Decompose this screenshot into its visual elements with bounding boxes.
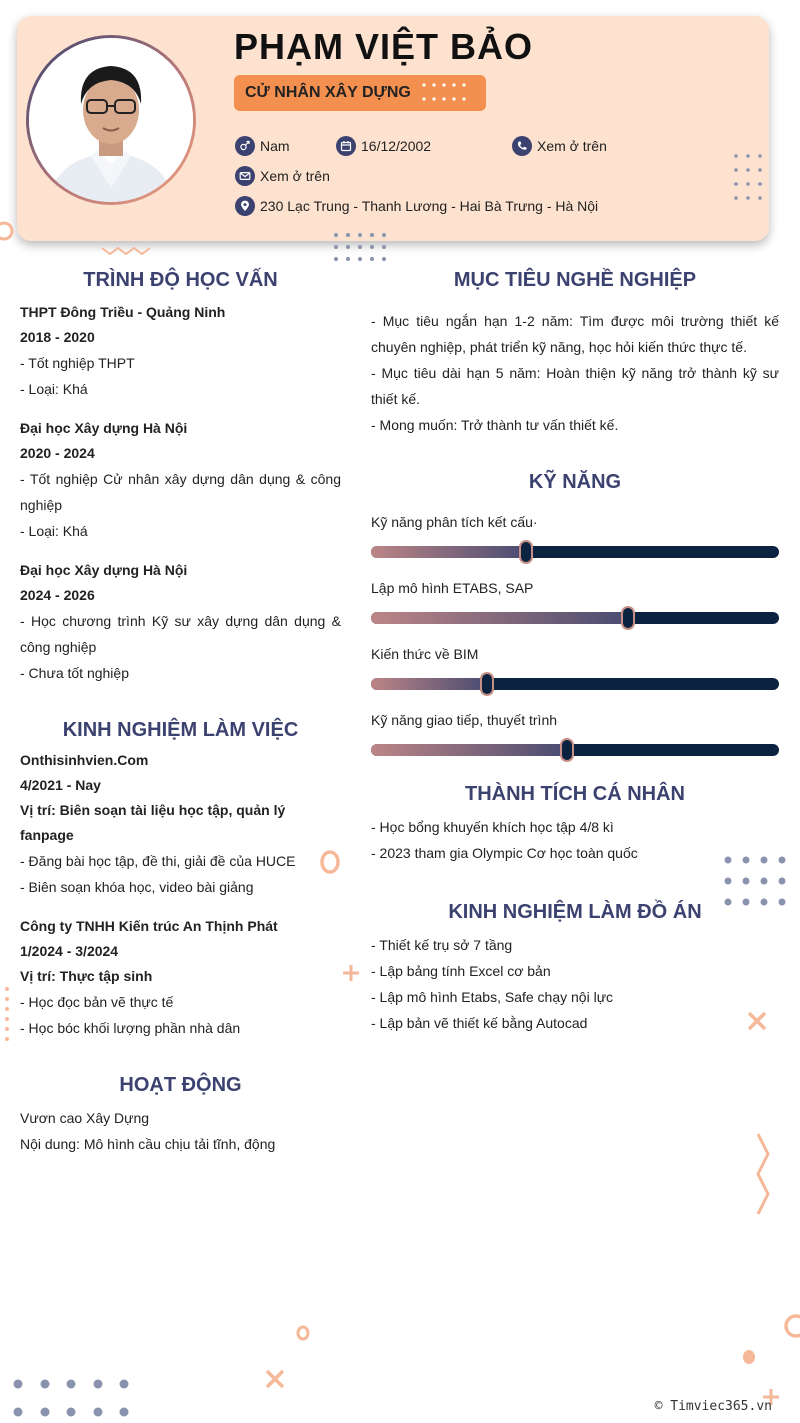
- skill-bar: [371, 744, 779, 756]
- location-pin-icon: [235, 196, 255, 216]
- experience-entry: [20, 914, 341, 1041]
- dots-decoration: [0, 985, 14, 1049]
- school-name: THPT Đông Triều - Quảng Ninh: [20, 304, 226, 320]
- experience-entry: [20, 748, 341, 900]
- skills-list: [371, 512, 779, 756]
- email-value: Xem ở trên: [260, 168, 330, 184]
- skill-item: [371, 710, 779, 756]
- objective-paragraph: - Mục tiêu dài hạn 5 năm: Hoàn thiện kỹ năng trở thành kỹ sư thiết kế.: [371, 365, 779, 407]
- education-entry: [20, 558, 341, 686]
- achievements-title: THÀNH TÍCH CÁ NHÂN: [465, 783, 685, 805]
- skill-level-fill: [371, 546, 526, 558]
- work-period: 4/2021 - Nay: [20, 777, 101, 793]
- skill-label: Kỹ năng giao tiếp, thuyết trình: [371, 712, 558, 728]
- ring-decoration: [292, 1322, 314, 1344]
- skill-label: Lập mô hình ETABS, SAP: [371, 580, 534, 596]
- skill-label: Kiến thức về BIM: [371, 646, 479, 662]
- skill-level-knob: [480, 672, 494, 696]
- education-title: TRÌNH ĐỘ HỌC VẤN: [83, 269, 278, 291]
- left-column: [20, 262, 341, 1157]
- watermark-footer: © Timviec365.vn: [654, 1399, 772, 1414]
- education-detail: - Chưa tốt nghiệp: [20, 665, 129, 681]
- skill-bar: [371, 678, 779, 690]
- project-line: - Lập bản vẽ thiết kế bằng Autocad: [371, 1015, 588, 1031]
- skill-bar: [371, 612, 779, 624]
- zigzag-decoration: [750, 1130, 776, 1220]
- projects-list: [371, 932, 779, 1036]
- gender-icon: [235, 136, 255, 156]
- work-detail: - Biên soạn khóa học, video bài giảng: [20, 879, 254, 895]
- dots-decoration: [330, 229, 394, 263]
- experience-title: KINH NGHIỆM LÀM VIỆC: [62, 719, 299, 741]
- phone-icon: [512, 136, 532, 156]
- education-detail: - Loại: Khá: [20, 381, 88, 397]
- skill-label: Kỹ năng phân tích kết cấu·: [371, 514, 538, 530]
- work-detail: - Đăng bài học tập, đề thi, giải đề của HUCE: [20, 853, 296, 869]
- candidate-name: PHẠM VIỆT BẢO: [234, 26, 534, 67]
- skill-level-knob: [621, 606, 635, 630]
- mail-icon: [235, 166, 255, 186]
- objective-title: MỤC TIÊU NGHỀ NGHIỆP: [453, 269, 697, 291]
- school-name: Đại học Xây dựng Hà Nội: [20, 420, 188, 436]
- phone-info: [512, 136, 607, 156]
- dots-decoration: [730, 150, 766, 210]
- skill-level-knob: [519, 540, 533, 564]
- skill-item: [371, 512, 779, 558]
- skill-item: [371, 578, 779, 624]
- skill-level-knob: [560, 738, 574, 762]
- birthday-info: [336, 136, 431, 156]
- activities-list: [20, 1105, 341, 1157]
- school-name: Đại học Xây dựng Hà Nội: [20, 562, 188, 578]
- company-name: Công ty TNHH Kiến trúc An Thịnh Phát: [20, 918, 278, 934]
- education-detail: - Tốt nghiệp THPT: [20, 355, 135, 371]
- company-name: Onthisinhvien.Com: [20, 752, 149, 768]
- dots-decoration: [420, 81, 476, 103]
- birthday-value: 16/12/2002: [361, 138, 432, 154]
- activities-title: HOẠT ĐỘNG: [119, 1074, 242, 1096]
- objective-paragraph: - Mong muốn: Trở thành tư vấn thiết kế.: [371, 417, 619, 433]
- activity-line: Vươn cao Xây Dựng: [20, 1110, 150, 1126]
- address-value: 230 Lạc Trung - Thanh Lương - Hai Bà Trưng - Hà Nội: [260, 198, 599, 214]
- skills-title: KỸ NĂNG: [528, 471, 622, 493]
- project-line: - Lập bảng tính Excel cơ bản: [371, 963, 551, 979]
- project-line: - Thiết kế trụ sở 7 tầng: [371, 937, 513, 953]
- skill-item: [371, 644, 779, 690]
- achievement-line: - Học bổng khuyến khích học tập 4/8 kì: [371, 819, 614, 835]
- study-period: 2020 - 2024: [20, 445, 95, 461]
- education-detail: - Loại: Khá: [20, 523, 88, 539]
- address-info: [235, 196, 598, 216]
- cross-decoration: [744, 1008, 770, 1034]
- projects-title: KINH NGHIỆM LÀM ĐỒ ÁN: [448, 901, 702, 923]
- skill-level-fill: [371, 744, 567, 756]
- objective-list: [371, 308, 779, 438]
- phone-value: Xem ở trên: [537, 138, 607, 154]
- skill-level-fill: [371, 678, 487, 690]
- education-list: [20, 300, 341, 686]
- project-line: - Lập mô hình Etabs, Safe chạy nội lực: [371, 989, 614, 1005]
- dots-decoration: [720, 852, 790, 912]
- education-detail: - Học chương trình Kỹ sư xây dựng dân dụng & công nghiệp: [20, 613, 341, 655]
- work-detail: - Học bóc khối lượng phần nhà dân: [20, 1020, 241, 1036]
- dot-decoration: [740, 1346, 758, 1368]
- skill-level-fill: [371, 612, 628, 624]
- work-position: Vị trí: Biên soạn tài liệu học tập, quản lý fanpage: [20, 802, 286, 843]
- study-period: 2018 - 2020: [20, 329, 95, 345]
- education-entry: [20, 416, 341, 544]
- cross-decoration: [262, 1366, 288, 1392]
- study-period: 2024 - 2026: [20, 587, 95, 603]
- dots-decoration: [8, 1372, 138, 1420]
- activity-line: Nội dung: Mô hình cầu chịu tải tĩnh, động: [20, 1136, 276, 1152]
- ring-decoration: [318, 848, 342, 876]
- work-position: Vị trí: Thực tập sinh: [20, 968, 153, 984]
- skill-bar: [371, 546, 779, 558]
- achievement-line: - 2023 tham gia Olympic Cơ học toàn quốc: [371, 845, 638, 861]
- calendar-icon: [336, 136, 356, 156]
- ring-decoration: [780, 1306, 800, 1346]
- right-column: [371, 262, 779, 1036]
- job-title-badge: [234, 75, 486, 111]
- zigzag-decoration: [100, 244, 154, 256]
- gender-value: Nam: [260, 138, 290, 154]
- job-title: CỬ NHÂN XÂY DỰNG: [245, 84, 411, 101]
- education-entry: [20, 300, 341, 402]
- experience-list: [20, 748, 341, 1041]
- email-info: [235, 166, 330, 186]
- education-detail: - Tốt nghiệp Cử nhân xây dựng dân dụng & công nghiệp: [20, 471, 341, 513]
- avatar: [26, 35, 196, 205]
- gender-info: [235, 136, 290, 156]
- work-detail: - Học đọc bản vẽ thực tế: [20, 994, 174, 1010]
- objective-paragraph: - Mục tiêu ngắn hạn 1-2 năm: Tìm được môi trường thiết kế chuyên nghiệp, phát triển kỹ năng, học hỏi kiến thức thực tế.: [371, 313, 779, 355]
- plus-decoration: [340, 962, 362, 984]
- profile-photo: [29, 38, 193, 202]
- ring-decoration: [0, 218, 20, 244]
- achievements-list: [371, 814, 779, 866]
- work-period: 1/2024 - 3/2024: [20, 943, 119, 959]
